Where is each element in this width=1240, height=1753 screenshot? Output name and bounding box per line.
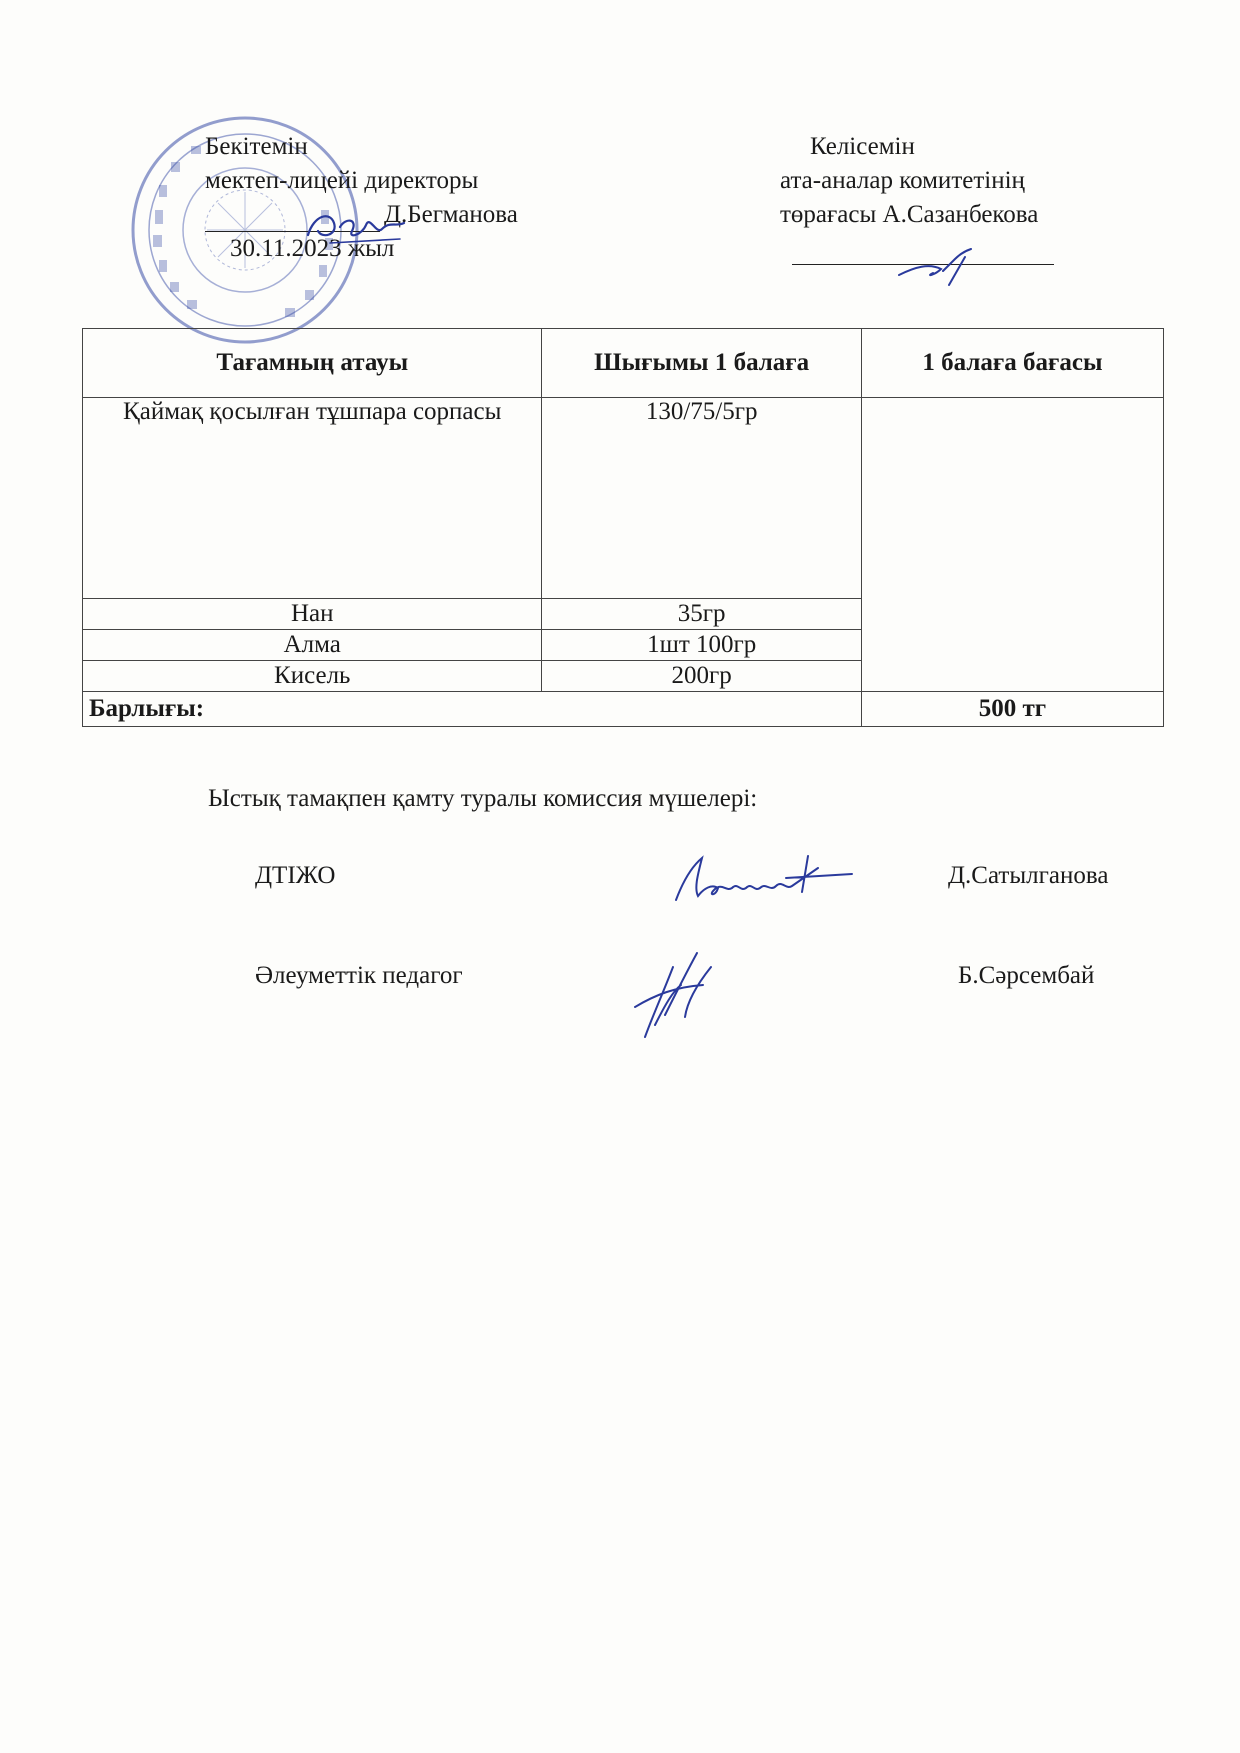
total-price: 500 тг (861, 692, 1163, 727)
approval-position: мектеп-лицейі директоры (205, 167, 479, 194)
member-role: ДТІЖО (255, 862, 336, 889)
table-header-row (83, 329, 1164, 398)
approval-date: 30.11.2023 жыл (230, 235, 395, 262)
agreement-name: төрағасы А.Сазанбекова (780, 201, 1039, 228)
member-role: Әлеуметтік педагог (255, 962, 463, 989)
member-name: Б.Сәрсембай (958, 962, 1095, 989)
approval-name: Д.Бегманова (384, 201, 518, 228)
dish-portion: 1шт 100гр (542, 630, 861, 661)
dish-name: Кисель (83, 661, 542, 692)
dish-portion: 130/75/5гр (542, 398, 861, 599)
header-portion: Шығымы 1 балаға (542, 329, 861, 398)
dish-name: Қаймақ қосылған тұшпара сорпасы (83, 398, 542, 599)
total-label: Барлығы: (83, 692, 862, 727)
dish-name: Алма (83, 630, 542, 661)
table-total-row (83, 692, 1164, 727)
agreement-heading: Келісемін (810, 133, 915, 160)
dish-portion: 200гр (542, 661, 861, 692)
menu-table (82, 328, 1164, 727)
dish-portion: 35гр (542, 599, 861, 630)
header-price: 1 балаға бағасы (861, 329, 1163, 398)
member-name: Д.Сатылганова (948, 862, 1109, 889)
director-signature (300, 205, 410, 255)
commission-title: Ыстық тамақпен қамту туралы комиссия мүшелері: (208, 785, 758, 812)
chair-signature (895, 245, 995, 295)
member-signature (625, 945, 735, 1050)
header-dish-name: Тағамның атауы (83, 329, 542, 398)
table-row (83, 398, 1164, 599)
approval-heading: Бекітемін (205, 133, 308, 160)
member-signature (668, 848, 858, 913)
agreement-position: ата-аналар комитетінің (780, 167, 1025, 194)
price-cell (861, 398, 1163, 692)
dish-name: Нан (83, 599, 542, 630)
